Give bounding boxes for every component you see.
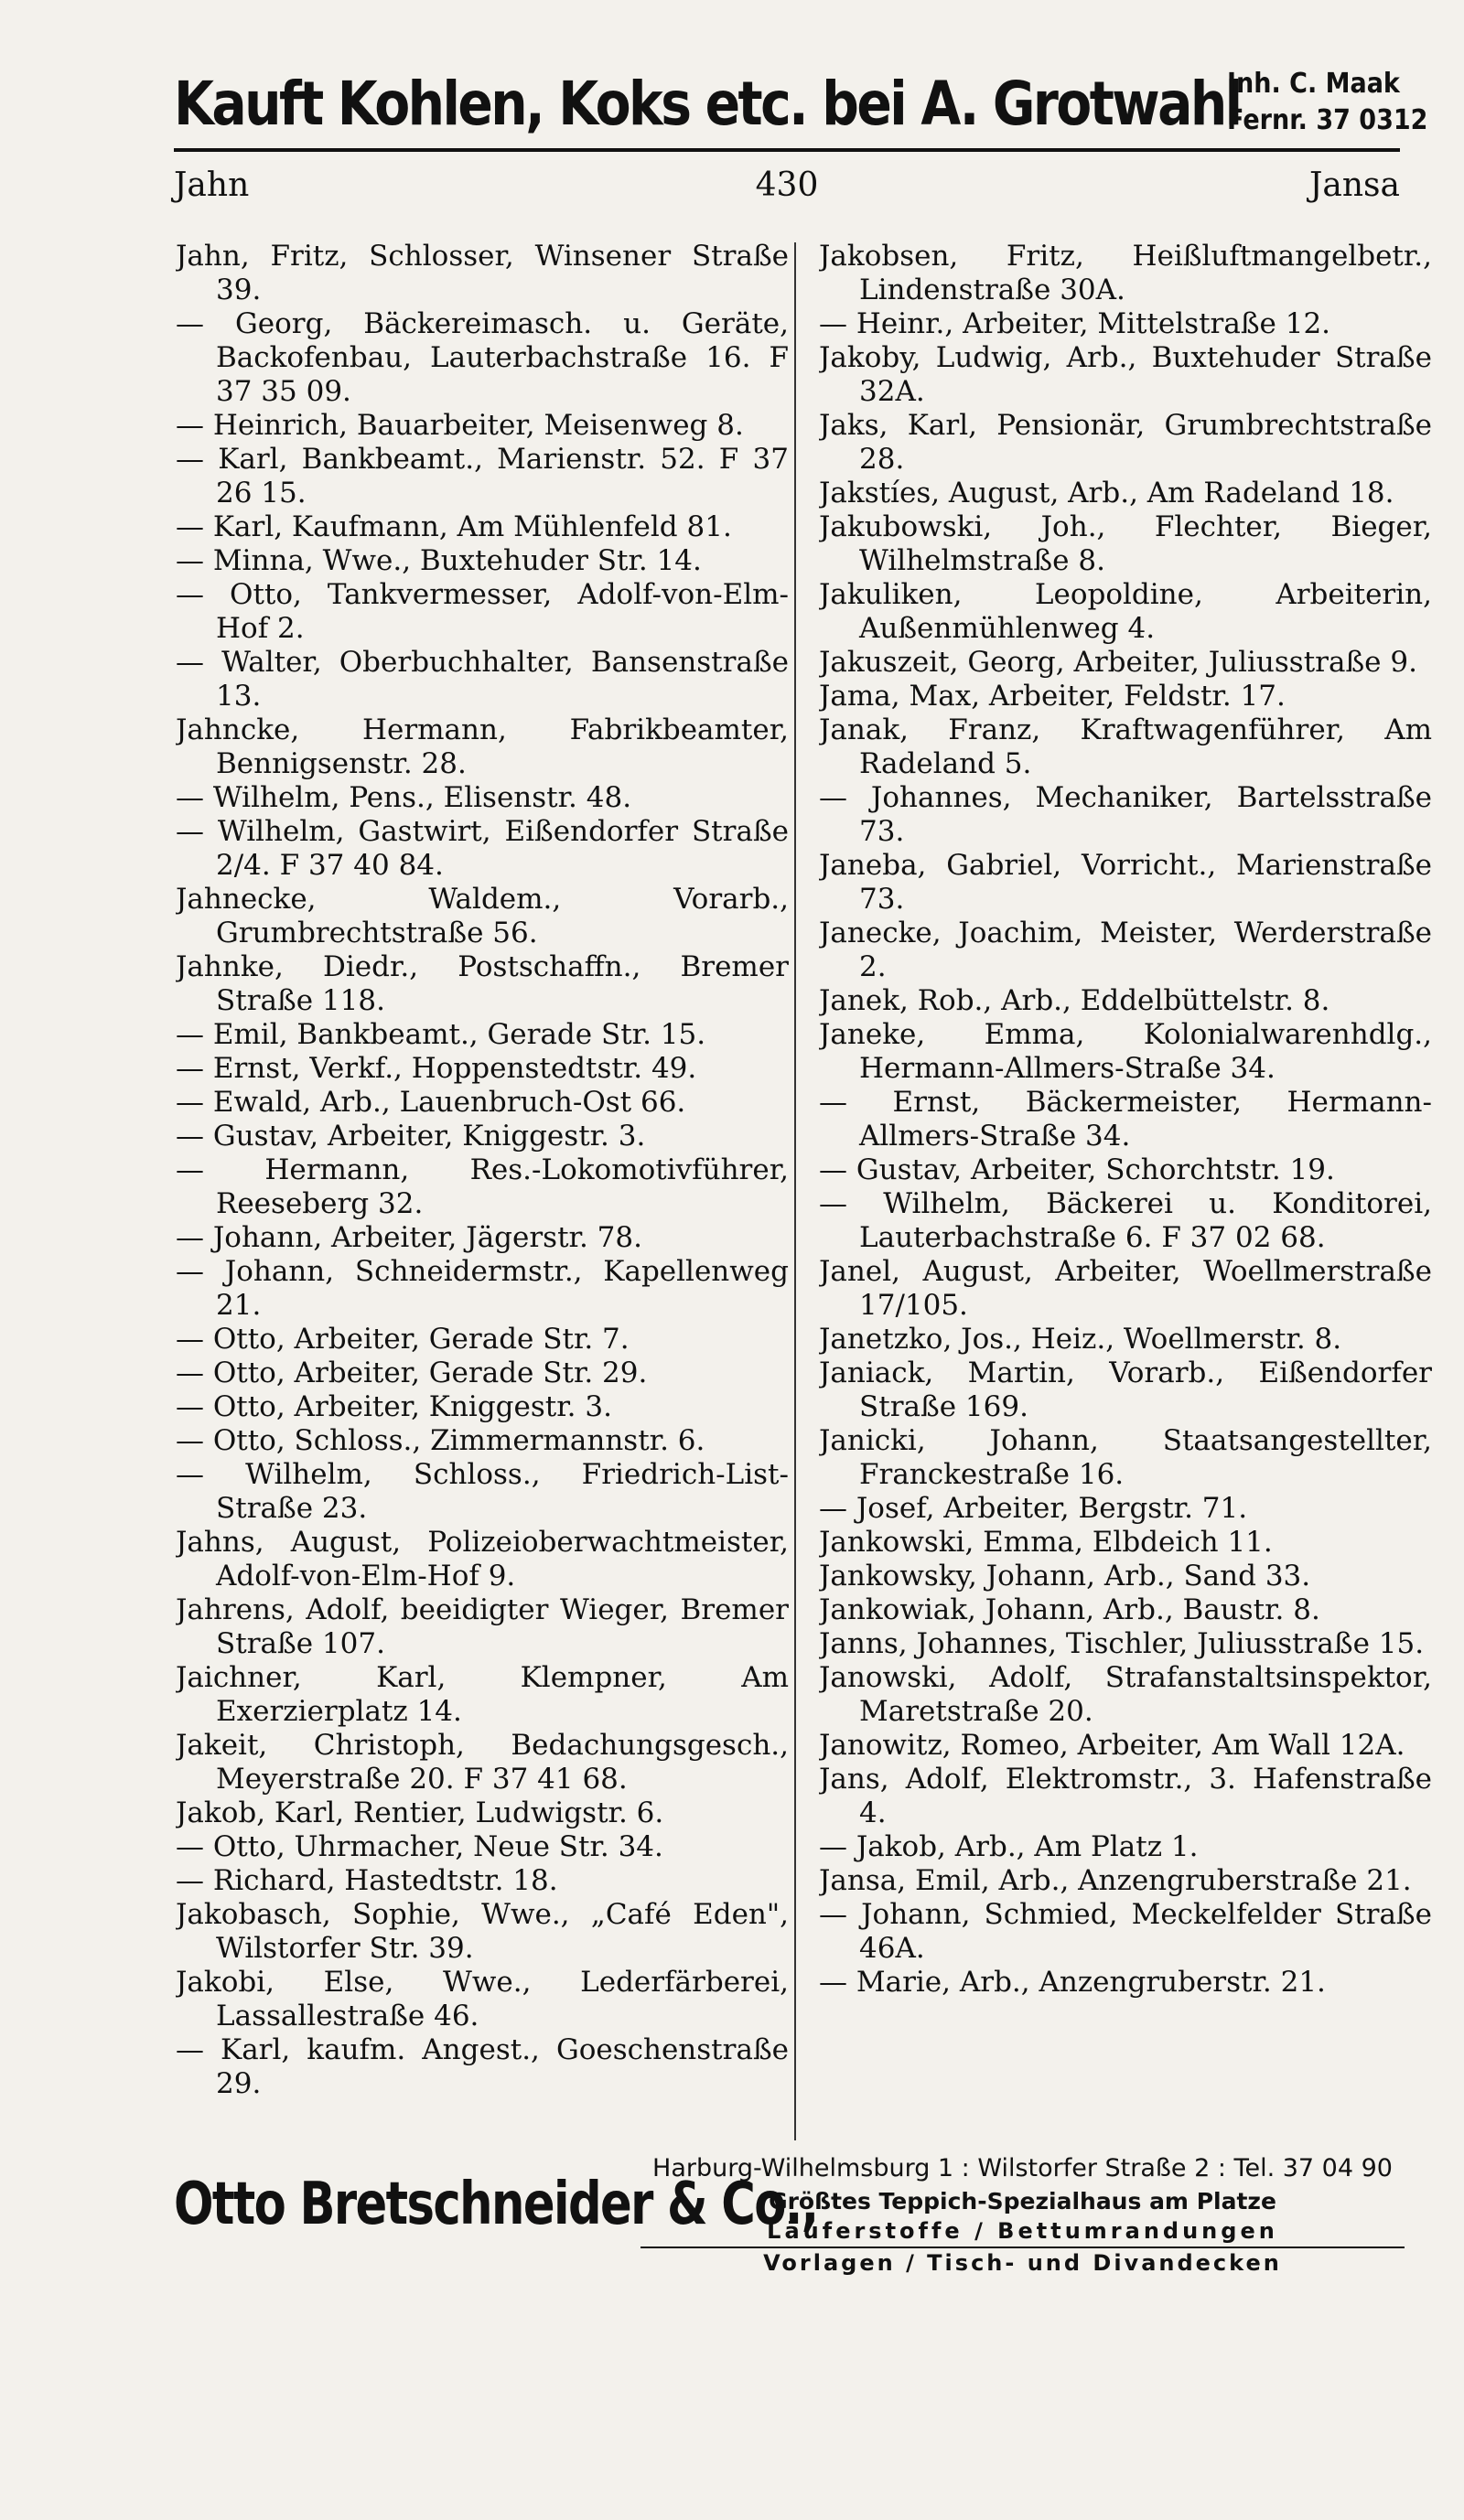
directory-entry: — Otto, Tankvermesser, Adolf-von-Elm-Hof 2.	[176, 578, 789, 645]
directory-entry: — Gustav, Arbeiter, Kniggestr. 3.	[176, 1120, 646, 1153]
directory-entry: — Karl, kaufm. Angest., Goeschenstraße 29.	[176, 2033, 789, 2100]
directory-entry: — Ewald, Arb., Lauenbruch-Ost 66.	[176, 1086, 686, 1119]
directory-entry: — Otto, Arbeiter, Kniggestr. 3.	[176, 1390, 612, 1423]
directory-entry: — Richard, Hastedtstr. 18.	[176, 1864, 558, 1897]
directory-entry: Jama, Max, Arbeiter, Feldstr. 17.	[819, 680, 1286, 713]
bottom-ad-company: Otto Bretschneider & Co.,	[174, 2171, 818, 2238]
directory-entry: — Heinr., Arbeiter, Mittelstraße 12.	[819, 307, 1331, 340]
header-last-entry: Jansa	[1308, 166, 1400, 204]
bottom-advertisement	[174, 2150, 1405, 2287]
directory-entry: Janiack, Martin, Vorarb., Eißendorfer Straße 169.	[819, 1357, 1432, 1423]
bottom-ad-address: Harburg-Wilhelmsburg 1 : Wilstorfer Straße 2 : Tel. 37 04 90	[652, 2154, 1393, 2182]
bottom-ad-products-2: Vorlagen / Tisch- und Divandecken	[640, 2247, 1405, 2279]
page-number: 430	[755, 166, 819, 204]
directory-entry: Janeba, Gabriel, Vorricht., Marienstraße 73.	[819, 849, 1432, 916]
directory-entry: Jahnecke, Waldem., Vorarb., Grumbrechtstraße 56.	[176, 883, 789, 949]
top-ad-headline: Kauft Kohlen, Koks etc. bei A. Grotwahl	[174, 69, 1241, 139]
top-ad-side-block	[1227, 66, 1428, 139]
directory-entry: — Heinrich, Bauarbeiter, Meisenweg 8.	[176, 409, 744, 442]
directory-entry: — Ernst, Verkf., Hoppenstedtstr. 49.	[176, 1052, 697, 1085]
directory-entry: Jahncke, Hermann, Fabrikbeamter, Bennigsenstr. 28.	[176, 713, 789, 780]
directory-entry: — Johann, Schmied, Meckelfelder Straße 46A.	[819, 1898, 1432, 1965]
directory-entry: — Emil, Bankbeamt., Gerade Str. 15.	[176, 1018, 706, 1051]
directory-entry: Janns, Johannes, Tischler, Juliusstraße 15.	[819, 1627, 1425, 1660]
bottom-ad-slogan: Größtes Teppich-Spezialhaus am Platze	[769, 2188, 1276, 2214]
bottom-ad-products-1: Läuferstoffe / Bettumrandungen	[767, 2218, 1278, 2244]
directory-entry: Jakeit, Christoph, Bedachungsgesch., Meyerstraße 20. F 37 41 68.	[176, 1729, 789, 1796]
directory-entry: — Wilhelm, Bäckerei u. Konditorei, Lauterbachstraße 6. F 37 02 68.	[819, 1187, 1432, 1254]
directory-entry: — Jakob, Arb., Am Platz 1.	[819, 1830, 1199, 1863]
directory-entry: Jakstíes, August, Arb., Am Radeland 18.	[819, 477, 1394, 509]
directory-entry: Jahrens, Adolf, beeidigter Wieger, Bremer Straße 107.	[176, 1593, 789, 1660]
directory-entry: — Johann, Arbeiter, Jägerstr. 78.	[176, 1221, 642, 1254]
directory-entry: — Karl, Bankbeamt., Marienstr. 52. F 37 26 15.	[176, 443, 789, 509]
left-column	[176, 240, 789, 2142]
directory-entry: Jakobsen, Fritz, Heißluftmangelbetr., Lindenstraße 30A.	[819, 240, 1432, 306]
top-ad-phone: Fernr. 37 0312	[1227, 104, 1428, 136]
directory-entry: Jankowski, Emma, Elbdeich 11.	[819, 1526, 1273, 1559]
directory-entry: Jakuliken, Leopoldine, Arbeiterin, Außenmühlenweg 4.	[819, 578, 1432, 645]
directory-entry: Janetzko, Jos., Heiz., Woellmerstr. 8.	[819, 1323, 1342, 1356]
directory-entry: — Minna, Wwe., Buxtehuder Str. 14.	[176, 544, 702, 577]
directory-entry: Jahn, Fritz, Schlosser, Winsener Straße 39.	[176, 240, 789, 306]
right-column	[819, 240, 1432, 2142]
directory-entry: Janak, Franz, Kraftwagenführer, Am Radeland 5.	[819, 713, 1432, 780]
directory-entry: Jankowiak, Johann, Arb., Baustr. 8.	[819, 1593, 1320, 1626]
bottom-ad-details	[640, 2151, 1405, 2279]
directory-entry: Jankowsky, Johann, Arb., Sand 33.	[819, 1560, 1311, 1592]
directory-entry: — Marie, Arb., Anzengruberstr. 21.	[819, 1966, 1326, 1999]
directory-entry: — Wilhelm, Gastwirt, Eißendorfer Straße 2/4. F 37 40 84.	[176, 815, 789, 882]
directory-entry: Jaichner, Karl, Klempner, Am Exerzierplatz 14.	[176, 1661, 789, 1728]
directory-entry: Jahnke, Diedr., Postschaffn., Bremer Straße 118.	[176, 950, 789, 1017]
directory-entry: Jakob, Karl, Rentier, Ludwigstr. 6.	[176, 1796, 664, 1829]
header-first-entry: Jahn	[174, 166, 250, 204]
directory-entry: Janeke, Emma, Kolonialwarenhdlg., Hermann-Allmers-Straße 34.	[819, 1018, 1432, 1085]
directory-entry: Jaks, Karl, Pensionär, Grumbrechtstraße 28.	[819, 409, 1432, 476]
directory-entry: — Otto, Schloss., Zimmermannstr. 6.	[176, 1424, 705, 1457]
directory-entry: Janek, Rob., Arb., Eddelbüttelstr. 8.	[819, 984, 1330, 1017]
directory-entry: Jansa, Emil, Arb., Anzengruberstraße 21.	[819, 1864, 1412, 1897]
column-divider	[794, 242, 796, 2140]
directory-entry: Janowski, Adolf, Strafanstaltsinspektor, Maretstraße 20.	[819, 1661, 1432, 1728]
directory-entry: Jans, Adolf, Elektromstr., 3. Hafenstraße 4.	[819, 1763, 1432, 1829]
directory-entry: — Wilhelm, Schloss., Friedrich-List-Straße 23.	[176, 1458, 789, 1525]
directory-entry: Jakobi, Else, Wwe., Lederfärberei, Lassallestraße 46.	[176, 1966, 789, 2032]
directory-entry: Jakobasch, Sophie, Wwe., „Café Eden", Wilstorfer Str. 39.	[176, 1898, 789, 1965]
directory-entry: — Otto, Arbeiter, Gerade Str. 29.	[176, 1357, 648, 1389]
directory-entry: — Johann, Schneidermstr., Kapellenweg 21.	[176, 1255, 789, 1322]
directory-entry: — Hermann, Res.-Lokomotivführer, Reeseberg 32.	[176, 1153, 789, 1220]
running-header	[174, 160, 1400, 211]
directory-entry: — Georg, Bäckereimasch. u. Geräte, Backofenbau, Lauterbachstraße 16. F 37 35 09.	[176, 307, 789, 408]
top-advertisement	[174, 62, 1428, 146]
top-rule	[174, 148, 1400, 152]
directory-entry: Jakuszeit, Georg, Arbeiter, Juliusstraße 9.	[819, 646, 1417, 679]
directory-entry: — Gustav, Arbeiter, Schorchtstr. 19.	[819, 1153, 1335, 1186]
directory-entry: — Wilhelm, Pens., Elisenstr. 48.	[176, 781, 632, 814]
directory-entry: Janecke, Joachim, Meister, Werderstraße 2.	[819, 917, 1432, 983]
directory-entry: Janowitz, Romeo, Arbeiter, Am Wall 12A.	[819, 1729, 1405, 1762]
directory-entry: — Otto, Arbeiter, Gerade Str. 7.	[176, 1323, 630, 1356]
directory-entry: — Ernst, Bäckermeister, Hermann-Allmers-Straße 34.	[819, 1086, 1432, 1153]
directory-entry: Jakubowski, Joh., Flechter, Bieger, Wilhelmstraße 8.	[819, 510, 1432, 577]
directory-entry: — Josef, Arbeiter, Bergstr. 71.	[819, 1492, 1248, 1525]
directory-entry: Janicki, Johann, Staatsangestellter, Franckestraße 16.	[819, 1424, 1432, 1491]
directory-entry: — Karl, Kaufmann, Am Mühlenfeld 81.	[176, 510, 732, 543]
directory-entry: — Johannes, Mechaniker, Bartelsstraße 73.	[819, 781, 1432, 848]
directory-entry: — Walter, Oberbuchhalter, Bansenstraße 13.	[176, 646, 789, 713]
top-ad-owner: Inh. C. Maak	[1227, 68, 1400, 100]
directory-entry: Jakoby, Ludwig, Arb., Buxtehuder Straße 32A.	[819, 341, 1432, 408]
directory-entry: Janel, August, Arbeiter, Woellmerstraße 17/105.	[819, 1255, 1432, 1322]
directory-entry: — Otto, Uhrmacher, Neue Str. 34.	[176, 1830, 663, 1863]
directory-entry: Jahns, August, Polizeioberwachtmeister, Adolf-von-Elm-Hof 9.	[176, 1526, 789, 1592]
